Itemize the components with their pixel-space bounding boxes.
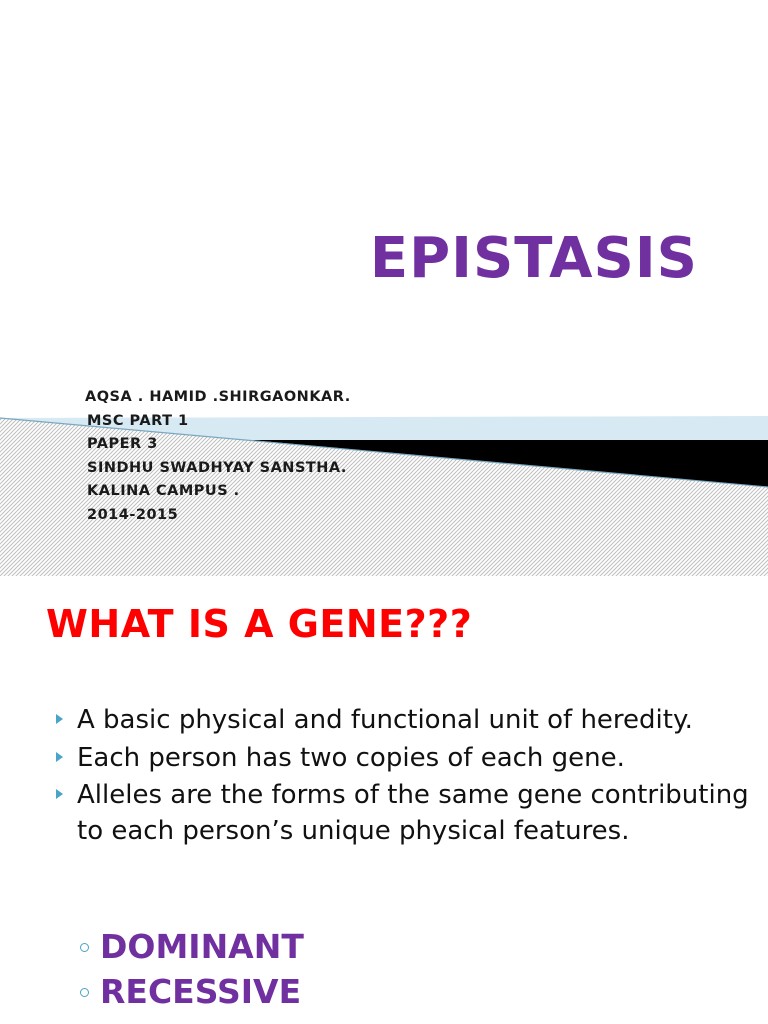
bullet-item [56, 703, 756, 739]
sub-bullet-text: DOMINANT [100, 927, 304, 966]
gene-slide [0, 576, 768, 1024]
bullet-text: Alleles are the forms of the same gene contributing to each person’s unique physical features. [77, 780, 749, 846]
slide-title: EPISTASIS [369, 226, 698, 291]
campus-line: KALINA CAMPUS . [87, 483, 240, 500]
allele-types-list [78, 924, 304, 1014]
author-name: AQSA . HAMID .SHIRGAONKAR. [85, 389, 351, 405]
bullet-item [56, 741, 756, 777]
bullet-text: Each person has two copies of each gene. [77, 742, 625, 773]
sub-bullet-dominant [78, 924, 304, 969]
right-triangle-icon [56, 714, 63, 724]
course-line: MSC PART 1 [87, 412, 189, 429]
bullet-text: A basic physical and functional unit of heredity. [77, 705, 693, 735]
sub-bullet-text: RECESSIVE [100, 972, 302, 1011]
slide-heading: WHAT IS A GENE??? [46, 602, 473, 646]
institution-line: SINDHU SWADHYAY SANSTHA. [87, 459, 347, 476]
bullet-list [56, 703, 756, 851]
hollow-circle-icon [80, 988, 89, 997]
right-triangle-icon [56, 789, 63, 799]
hollow-circle-icon [80, 943, 89, 952]
sub-bullet-recessive [78, 969, 304, 1014]
paper-line: PAPER 3 [87, 436, 158, 453]
right-triangle-icon [56, 752, 63, 762]
author-info [86, 386, 351, 528]
bullet-item [56, 778, 756, 849]
year-line: 2014-2015 [87, 506, 179, 523]
